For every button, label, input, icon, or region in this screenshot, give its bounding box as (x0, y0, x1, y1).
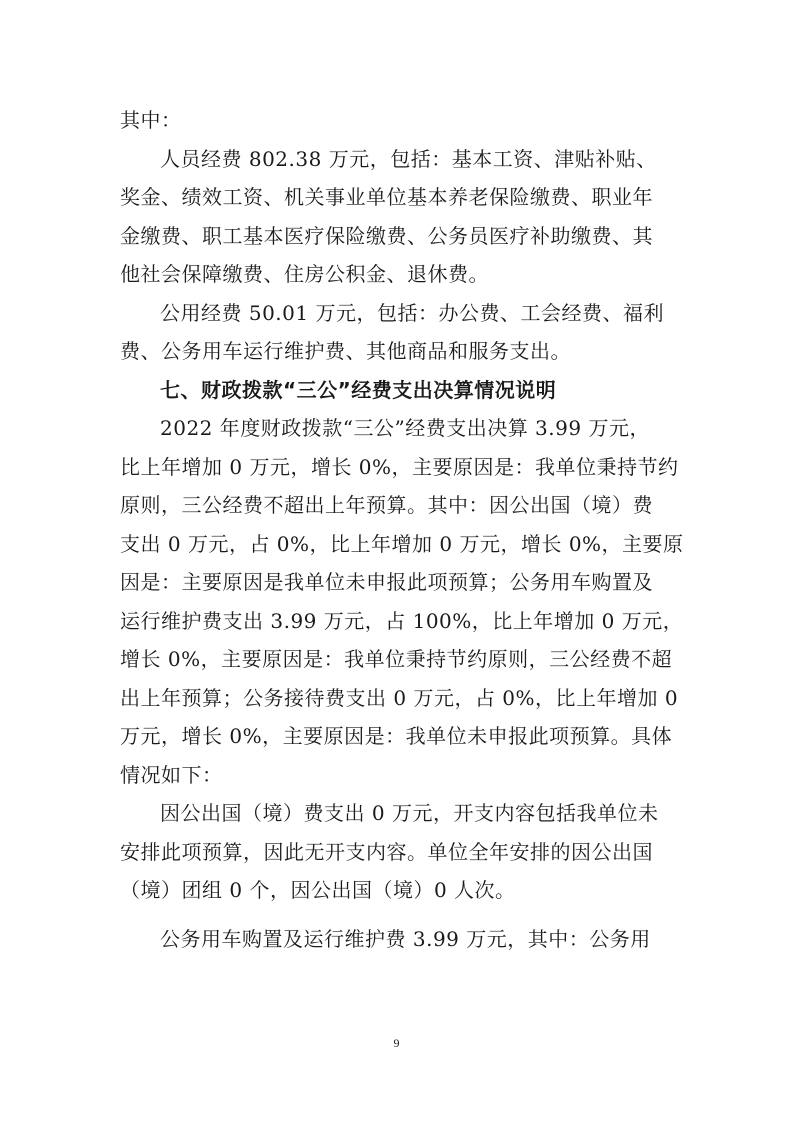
text-line: 其中： (120, 108, 182, 132)
paragraph-gap (120, 910, 680, 920)
text-line: 2022 年度财政拨款“三公”经费支出决算 3.99 万元， (160, 416, 650, 440)
body-text (120, 101, 684, 958)
text-line: 因是：主要原因是我单位未申报此项预算；公务用车购置及 (120, 570, 653, 594)
text-line: 奖金、绩效工资、机关事业单位基本养老保险缴费、职业年 (120, 185, 653, 209)
text-line: 比上年增加 0 万元，增长 0%，主要原因是：我单位秉持节约 (120, 454, 679, 479)
text-line: 人员经费 802.38 万元，包括：基本工资、津贴补贴、 (160, 146, 657, 171)
text-line: 万元，增长 0%，主要原因是：我单位未申报此项预算。具体 (120, 724, 673, 748)
text-line: 他社会保障缴费、住房公积金、退休费。 (120, 262, 489, 286)
text-line: 运行维护费支出 3.99 万元，占 100%，比上年增加 0 万元， (120, 608, 684, 633)
text-line: 原则，三公经费不超出上年预算。其中：因公出国（境）费 (120, 493, 653, 517)
text-line: 增长 0%，主要原因是：我单位秉持节约原则，三公经费不超 (120, 647, 673, 671)
text-line: 出上年预算；公务接待费支出 0 万元，占 0%，比上年增加 0 (120, 685, 679, 710)
text-line: （境）团组 0 个，因公出国（境）0 人次。 (120, 878, 516, 902)
text-line: 公务用车购置及运行维护费 3.99 万元，其中：公务用 (160, 926, 651, 951)
text-line: 支出 0 万元，占 0%，比上年增加 0 万元，增长 0%，主要原 (120, 531, 684, 556)
text-line: 情况如下： (120, 762, 223, 787)
text-line: 费、公务用车运行维护费、其他商品和服务支出。 (120, 339, 571, 363)
text-line: 安排此项预算，因此无开支内容。单位全年安排的因公出国 (120, 839, 653, 864)
section-heading: 七、财政拨款“三公”经费支出决算情况说明 (160, 377, 557, 402)
text-line: 公用经费 50.01 万元，包括：办公费、工会经费、福利 (160, 300, 664, 325)
text-line: 因公出国（境）费支出 0 万元，开支内容包括我单位未 (160, 801, 659, 825)
text-line: 金缴费、职工基本医疗保险缴费、公务员医疗补助缴费、其 (120, 223, 653, 248)
page-number: 9 (393, 1036, 400, 1050)
